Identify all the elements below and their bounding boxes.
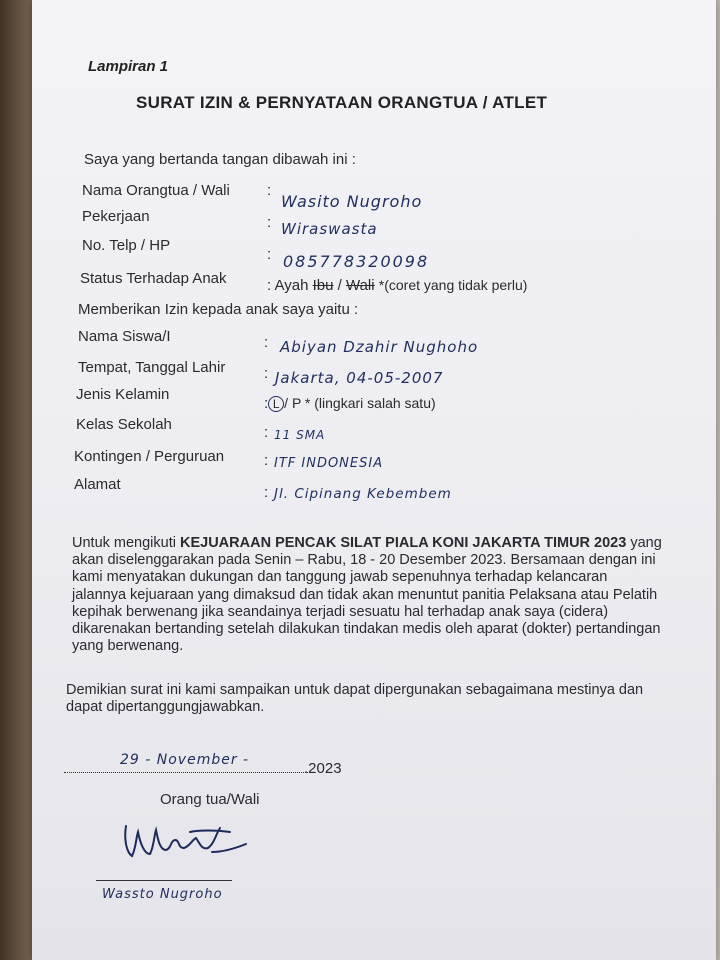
status-ibu-struck: Ibu (312, 277, 334, 294)
signature-scribble (120, 818, 250, 868)
gender-instruction: / P * (lingkari salah satu) (284, 395, 436, 411)
status-options: : Ayah Ibu / Wali *(coret yang tidak perlu) (267, 277, 528, 294)
colon: : (267, 214, 272, 231)
gender-label: Jenis Kelamin (76, 386, 170, 403)
colon: : (267, 246, 272, 263)
colon: : (264, 484, 269, 501)
phone-value: 085778320098 (283, 252, 430, 271)
child-intro-text: Memberikan Izin kepada anak saya yaitu : (78, 301, 359, 318)
student-name-label: Nama Siswa/I (78, 328, 171, 345)
class-value: 11 SMA (274, 428, 326, 442)
statement-start: Untuk mengikuti (72, 535, 180, 551)
team-label: Kontingen / Perguruan (74, 448, 225, 465)
signer-role: Orang tua/Wali (160, 791, 260, 808)
status-note: *(coret yang tidak perlu) (378, 277, 528, 293)
parent-name-value: Wasito Nugroho (281, 192, 423, 211)
gender-circled-l: L (268, 396, 284, 412)
status-label: Status Terhadap Anak (80, 270, 227, 287)
colon: : (264, 452, 269, 469)
colon: : (267, 182, 272, 199)
colon: : (264, 334, 269, 351)
attachment-label: Lampiran 1 (88, 58, 169, 75)
document-page (32, 0, 716, 960)
status-ayah: Ayah (274, 277, 309, 294)
student-name-value: Abiyan Dzahir Nughoho (280, 338, 479, 356)
signer-name-handwritten: Wassto Nugroho (102, 887, 223, 902)
class-label: Kelas Sekolah (76, 416, 172, 433)
status-wali-struck: Wali (345, 277, 375, 294)
date-dotted-line (64, 772, 308, 773)
address-label: Alamat (74, 476, 121, 493)
intro-text: Saya yang bertanda tangan dibawah ini : (84, 151, 356, 168)
closing-text: Demikian surat ini kami sampaikan untuk dapat dipergunakan sebagaimana mestinya dan dapat dipertanggungjawabkan. (66, 682, 644, 716)
parent-name-label: Nama Orangtua / Wali (82, 182, 230, 199)
document-title: SURAT IZIN & PERNYATAAN ORANGTUA / ATLET (136, 93, 548, 112)
signing-date-handwritten: 29 - November - (120, 752, 250, 768)
event-name: KEJUARAAN PENCAK SILAT PIALA KONI JAKARTA TIMUR 2023 (180, 535, 627, 551)
statement-paragraph (72, 535, 662, 655)
job-label: Pekerjaan (82, 208, 150, 225)
birth-label: Tempat, Tanggal Lahir (78, 359, 226, 376)
closing-paragraph (66, 682, 656, 716)
address-value: Jl. Cipinang Kebembem (274, 486, 452, 502)
birth-value: Jakarta, 04-05-2007 (275, 369, 444, 387)
colon: : (264, 365, 269, 382)
gender-options: : L / P * (lingkari salah satu) (264, 395, 436, 412)
colon: : (264, 424, 269, 441)
signature-line (96, 880, 232, 881)
job-value: Wiraswasta (281, 220, 378, 238)
signing-year: .2023 (304, 760, 342, 777)
statement-rest: yang akan diselenggarakan pada Senin – Rabu, 18 - 20 Desember 2023. Bersamaan dengan ini kami menyatakan dukungan dan tanggung jawab sepenuhnya terhadap kelancaran jalannya kejuaraan yang dimaksud dan tidak akan menuntut panitia Pelaksana atau Pelatih kepihak berwenang jika seandainya terjadi sesuatu hal terhadap anak saya (cidera) dikarenakan bertanding setelah dilakukan tindakan medis oleh aparat (dokter) pertandingan yang berwenang. (72, 535, 662, 655)
phone-label: No. Telp / HP (82, 237, 171, 254)
team-value: ITF INDONESIA (274, 456, 384, 471)
